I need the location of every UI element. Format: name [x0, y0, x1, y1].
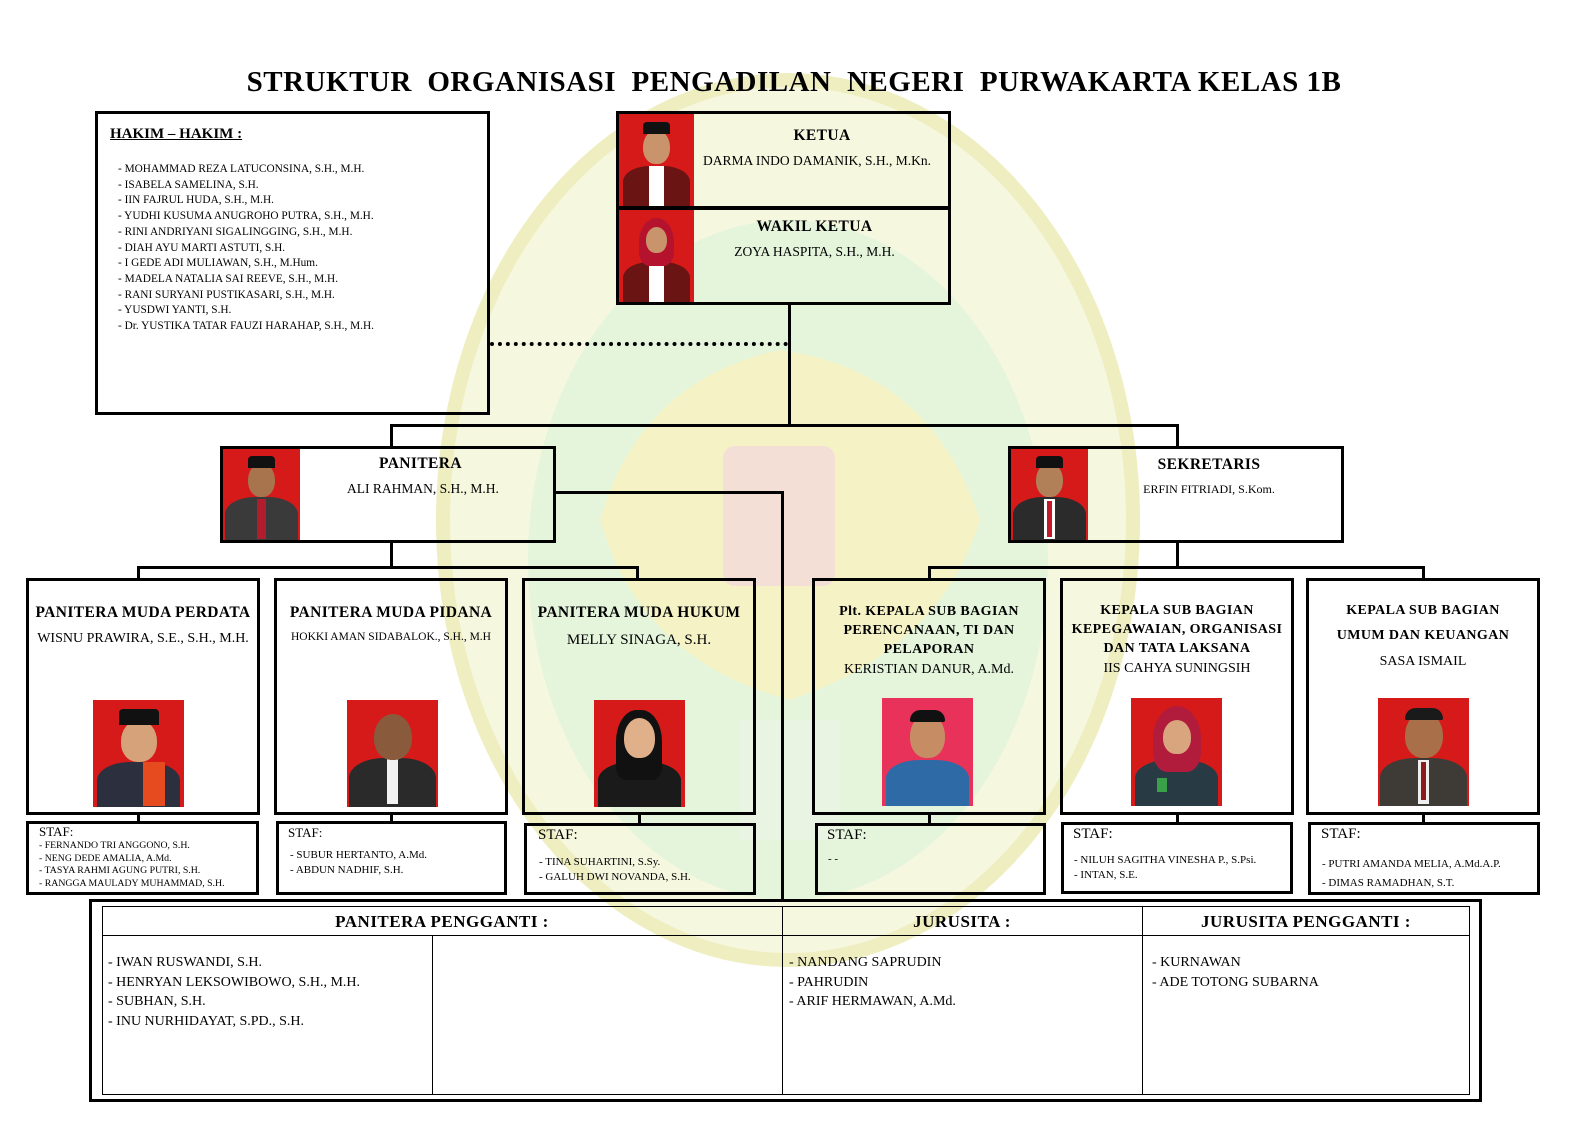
unit-role: UMUM DAN KEUANGAN	[1336, 628, 1510, 643]
list-item: - KURNAWAN	[1152, 953, 1319, 973]
list-item: - ADE TOTONG SUBARNA	[1152, 973, 1319, 993]
list-item: - INTAN, S.E.	[1074, 868, 1256, 883]
unit-role: KEPALA SUB BAGIAN	[1100, 603, 1254, 618]
list-item: - ABDUN NADHIF, S.H.	[290, 863, 427, 878]
list-item: - SUBUR HERTANTO, A.Md.	[290, 848, 427, 863]
unit-name: KERISTIAN DANUR, A.Md.	[844, 662, 1014, 677]
sekretaris-name: ERFIN FITRIADI, S.Kom.	[1143, 482, 1275, 496]
list-item: - RANI SURYANI PUSTIKASARI, S.H., M.H.	[118, 288, 374, 304]
list-item: - TINA SUHARTINI, S.Sy.	[539, 855, 691, 870]
hakim-heading: HAKIM – HAKIM :	[110, 126, 243, 142]
connector	[137, 566, 639, 569]
unit-role: KEPALA SUB BAGIAN	[1346, 603, 1500, 618]
list-item: - YUDHI KUSUMA ANUGROHO PUTRA, S.H., M.H.	[118, 209, 374, 225]
list-item: - DIAH AYU MARTI ASTUTI, S.H.	[118, 241, 374, 257]
ketua-photo	[619, 114, 694, 206]
unit-role: KEPEGAWAIAN, ORGANISASI	[1071, 622, 1283, 637]
list-item: - GALUH DWI NOVANDA, S.H.	[539, 870, 691, 885]
unit-name: HOKKI AMAN SIDABALOK., S.H., M.H	[291, 631, 491, 643]
unit-role: PERENCANAAN, TI DAN	[843, 623, 1015, 638]
list-item: - Dr. YUSTIKA TATAR FAUZI HARAHAP, S.H., M.H.	[118, 319, 374, 335]
connector	[390, 424, 1179, 427]
staf-list	[828, 853, 838, 866]
connector	[788, 304, 791, 426]
sekretaris-role: SEKRETARIS	[1157, 456, 1261, 473]
divider	[432, 935, 433, 1095]
unit-photo	[882, 698, 973, 806]
jurusita-heading: JURUSITA :	[913, 912, 1011, 931]
list-item: - IWAN RUSWANDI, S.H.	[108, 953, 360, 973]
unit-photo	[594, 700, 685, 807]
list-item: - -	[828, 853, 838, 866]
staf-label: STAF:	[1073, 826, 1113, 842]
connector	[390, 424, 393, 446]
panitera-role: PANITERA	[378, 455, 462, 472]
unit-name: MELLY SINAGA, S.H.	[566, 632, 712, 648]
list-item: - DIMAS RAMADHAN, S.T.	[1322, 874, 1501, 893]
list-item: - PUTRI AMANDA MELIA, A.Md.A.P.	[1322, 855, 1501, 874]
staf-list	[290, 848, 427, 877]
sekretaris-photo	[1011, 449, 1088, 540]
hakim-list	[118, 162, 374, 335]
divider	[102, 935, 1470, 936]
list-item: - FERNANDO TRI ANGGONO, S.H.	[39, 840, 225, 853]
list-item: - IIN FAJRUL HUDA, S.H., M.H.	[118, 193, 374, 209]
jurusita-pengganti-list	[1152, 953, 1319, 992]
list-item: - TASYA RAHMI AGUNG PUTRI, S.H.	[39, 865, 225, 878]
list-item: - PAHRUDIN	[789, 973, 956, 993]
staf-list	[539, 855, 691, 884]
staf-label: STAF:	[288, 825, 323, 840]
staf-label: STAF:	[827, 827, 867, 843]
list-item: - I GEDE ADI MULIAWAN, S.H., M.Hum.	[118, 256, 374, 272]
ketua-name: DARMA INDO DAMANIK, S.H., M.Kn.	[702, 153, 931, 168]
panitera-photo	[223, 449, 300, 540]
unit-role: PANITERA MUDA PIDANA	[289, 604, 493, 621]
list-item: - RANGGA MAULADY MUHAMMAD, S.H.	[39, 878, 225, 891]
jurusita-list	[789, 953, 956, 1012]
unit-photo	[1131, 698, 1222, 806]
list-item: - NANDANG SAPRUDIN	[789, 953, 956, 973]
panitera-name: ALI RAHMAN, S.H., M.H.	[347, 481, 499, 496]
staf-list	[39, 840, 225, 890]
list-item: - NILUH SAGITHA VINESHA P., S.Psi.	[1074, 853, 1256, 868]
unit-name: WISNU PRAWIRA, S.E., S.H., M.H.	[37, 631, 249, 646]
list-item: - INU NURHIDAYAT, S.PD., S.H.	[108, 1012, 360, 1032]
list-item: - SUBHAN, S.H.	[108, 992, 360, 1012]
unit-role: PANITERA MUDA HUKUM	[537, 604, 741, 621]
list-item: - NENG DEDE AMALIA, A.Md.	[39, 853, 225, 866]
wakil-ketua-photo	[619, 210, 694, 302]
list-item: - MOHAMMAD REZA LATUCONSINA, S.H., M.H.	[118, 162, 374, 178]
panitera-pengganti-heading: PANITERA PENGGANTI :	[335, 912, 549, 931]
connector	[1176, 424, 1179, 446]
list-item: - HENRYAN LEKSOWIBOWO, S.H., M.H.	[108, 973, 360, 993]
list-item: - MADELA NATALIA SAI REEVE, S.H., M.H.	[118, 272, 374, 288]
staf-label: STAF:	[1321, 826, 1361, 842]
unit-photo	[347, 700, 438, 807]
staf-list	[1322, 855, 1501, 893]
unit-name: IIS CAHYA SUNINGSIH	[1103, 661, 1251, 676]
unit-name: SASA ISMAIL	[1379, 654, 1467, 669]
divider	[1142, 906, 1143, 1095]
wakil-ketua-name: ZOYA HASPITA, S.H., M.H.	[734, 244, 895, 259]
list-item: - RINI ANDRIYANI SIGALINGGING, S.H., M.H.	[118, 225, 374, 241]
wakil-ketua-role: WAKIL KETUA	[756, 218, 873, 235]
connector	[390, 542, 393, 568]
list-item: - ARIF HERMAWAN, A.Md.	[789, 992, 956, 1012]
divider	[782, 906, 783, 1095]
panitera-pengganti-list	[108, 953, 360, 1031]
connector	[555, 491, 784, 494]
ketua-role: KETUA	[793, 127, 851, 144]
unit-photo	[1378, 698, 1469, 806]
page-title: STRUKTUR ORGANISASI PENGADILAN NEGERI PURWAKARTA KELAS 1B	[246, 66, 1342, 98]
staf-label: STAF:	[39, 824, 74, 839]
unit-role: Plt. KEPALA SUB BAGIAN	[839, 604, 1019, 619]
unit-role: PANITERA MUDA PERDATA	[35, 604, 251, 621]
jurusita-pengganti-heading: JURUSITA PENGGANTI :	[1201, 912, 1411, 931]
staf-label: STAF:	[538, 827, 578, 843]
unit-role: PELAPORAN	[883, 642, 975, 657]
list-item: - ISABELA SAMELINA, S.H.	[118, 178, 374, 194]
connector	[928, 566, 1425, 569]
connector	[1176, 542, 1179, 568]
list-item: - YUSDWI YANTI, S.H.	[118, 303, 374, 319]
dotted-connector-hakim	[490, 342, 788, 346]
connector	[781, 491, 784, 901]
unit-role: DAN TATA LAKSANA	[1103, 641, 1251, 656]
unit-photo	[93, 700, 184, 807]
staf-list	[1074, 853, 1256, 883]
